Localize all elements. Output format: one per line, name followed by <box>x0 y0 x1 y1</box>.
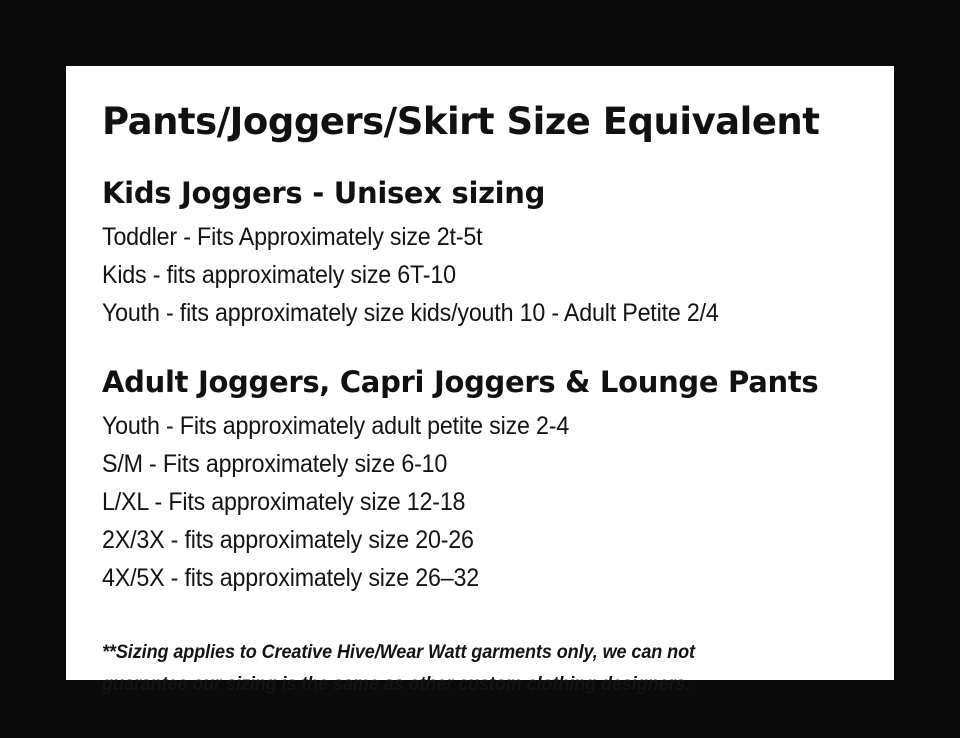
disclaimer-line: guarantee our sizing is the same as other custom clothing designers. <box>102 673 691 695</box>
section-heading: Kids Joggers - Unisex sizing <box>102 175 546 210</box>
size-line: S/M - Fits approximately size 6-10 <box>102 450 448 479</box>
section-heading: Adult Joggers, Capri Joggers & Lounge Pants <box>102 365 819 400</box>
size-line: Youth - Fits approximately adult petite size 2-4 <box>102 412 570 441</box>
section-kids-joggers <box>102 177 858 332</box>
size-line: L/XL - Fits approximately size 12-18 <box>102 488 466 517</box>
section-adult-joggers <box>102 366 858 597</box>
size-line: 4X/5X - fits approximately size 26–32 <box>102 564 479 593</box>
page-title: Pants/Joggers/Skirt Size Equivalent <box>102 100 820 143</box>
size-line: Youth - fits approximately size kids/youth 10 - Adult Petite 2/4 <box>102 299 719 328</box>
size-line: Kids - fits approximately size 6T-10 <box>102 261 456 290</box>
size-chart-card <box>66 66 894 695</box>
size-line: Toddler - Fits Approximately size 2t-5t <box>102 223 483 252</box>
size-line: 2X/3X - fits approximately size 20-26 <box>102 526 474 555</box>
disclaimer-note <box>102 637 820 700</box>
disclaimer-line: **Sizing applies to Creative Hive/Wear Watt garments only, we can not <box>102 642 695 664</box>
